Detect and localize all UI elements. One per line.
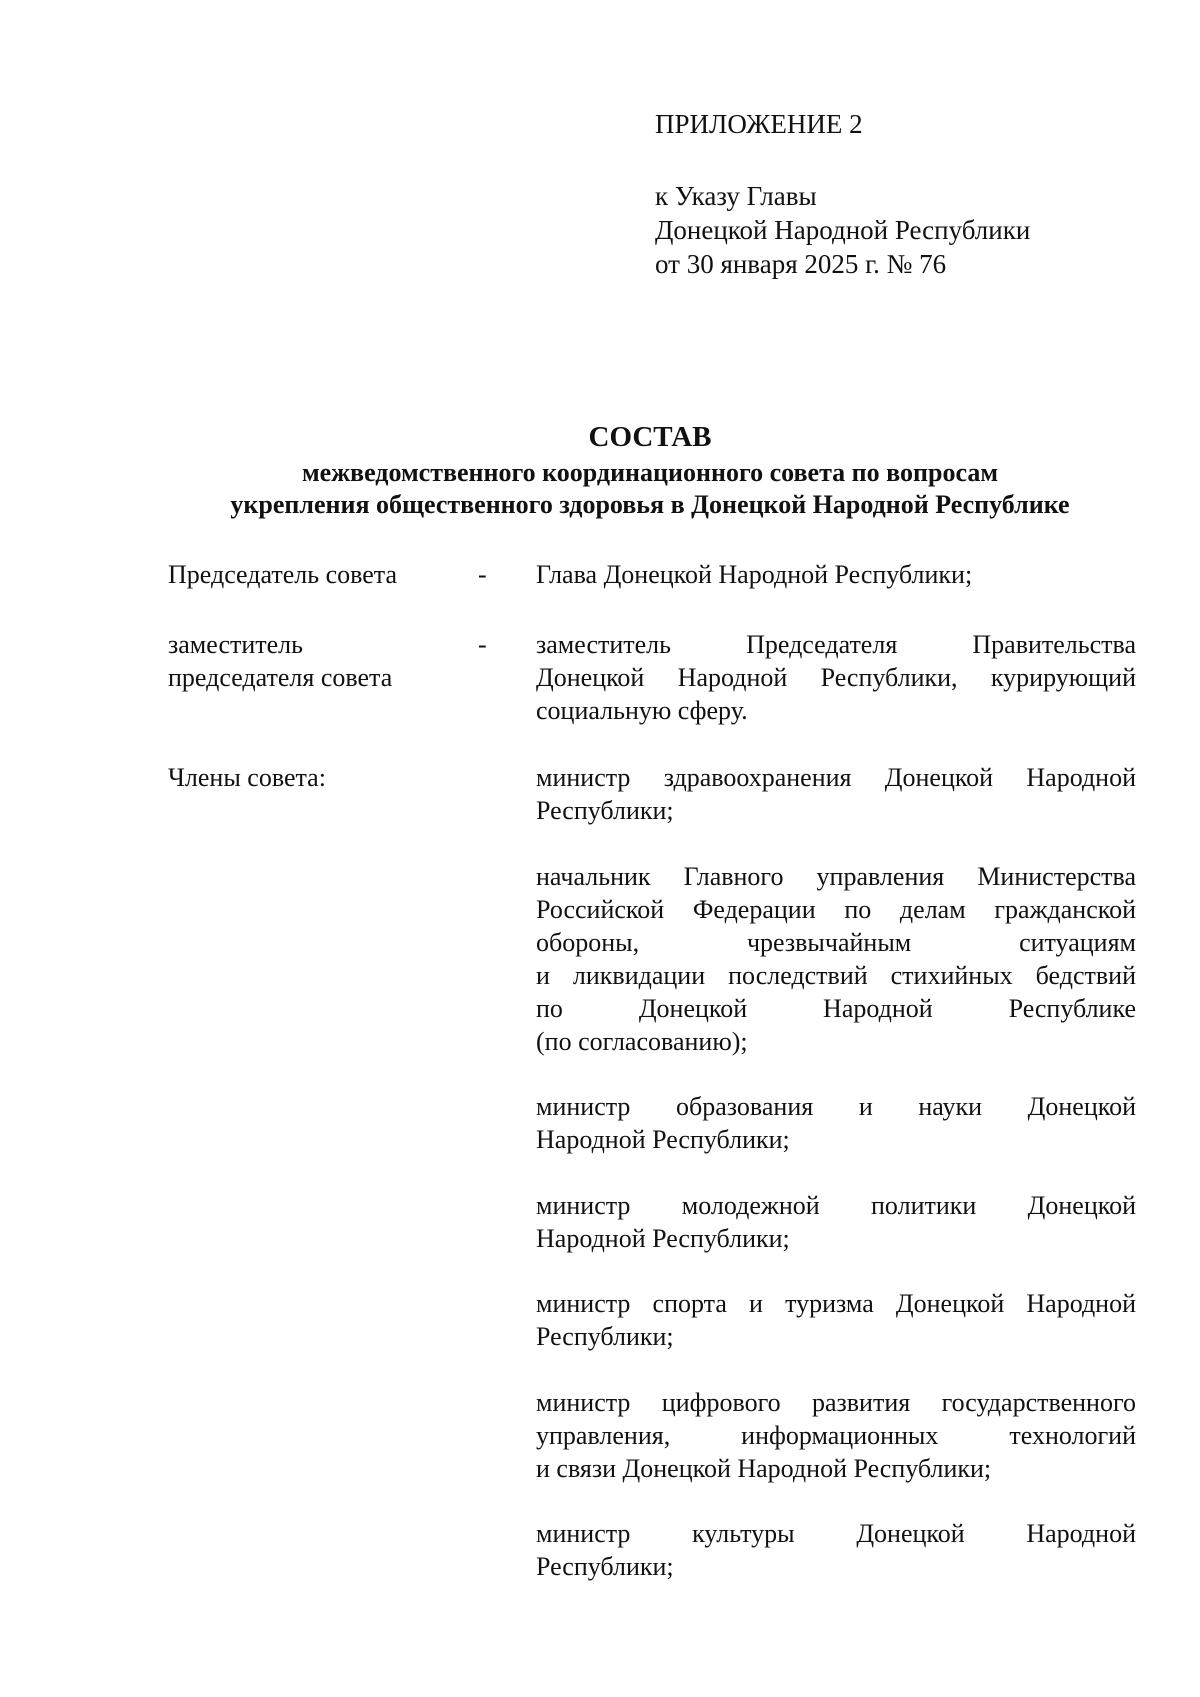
decree-reference (655, 179, 1030, 281)
document-title (150, 417, 1150, 521)
members-label: Члены совета: (168, 763, 326, 792)
value-line: по Донецкой Народной Республике (536, 994, 1136, 1023)
title-main: СОСТАВ (588, 421, 712, 453)
label-line: председателя совета (168, 663, 393, 692)
member-value (536, 1517, 1136, 1583)
value-line: и ликвидации последствий стихийных бедствий (536, 961, 1136, 990)
decree-reference-line: Донецкой Народной Республики (655, 215, 1031, 245)
value-line: министр цифрового развития государственного (536, 1388, 1136, 1417)
value-line: и связи Донецкой Народной Республики; (536, 1454, 992, 1483)
value-line: заместитель Председателя Правительства (536, 630, 1136, 659)
value-line: начальник Главного управления Министерства (536, 862, 1136, 891)
label-line: заместитель (168, 630, 304, 659)
member-value (536, 1090, 1136, 1156)
value-line: министр молодежной политики Донецкой (536, 1191, 1136, 1220)
value-line: министр образования и науки Донецкой (536, 1092, 1136, 1121)
member-value (536, 1287, 1136, 1353)
value-line: управления, информационных технологий (536, 1421, 1136, 1450)
decree-reference-line: к Указу Главы (655, 181, 817, 211)
value-line: Республики; (536, 796, 674, 825)
value-line: министр здравоохранения Донецкой Народной (536, 763, 1136, 792)
chair-value (536, 558, 1136, 591)
value-line: министр спорта и туризма Донецкой Народной (536, 1289, 1136, 1318)
member-value (536, 761, 1136, 827)
member-value (536, 1189, 1136, 1255)
value-line: Глава Донецкой Народной Республики; (536, 560, 973, 589)
value-line: обороны, чрезвычайным ситуациям (536, 928, 1136, 957)
deputy-label (168, 628, 438, 694)
value-line: Народной Республики; (536, 1224, 790, 1253)
value-line: социальную сферу. (536, 696, 748, 725)
chair-dash: - (478, 560, 487, 589)
value-line: Народной Республики; (536, 1125, 790, 1154)
annex-label: ПРИЛОЖЕНИЕ 2 (655, 109, 863, 139)
value-line: Российской Федерации по делам гражданской (536, 895, 1136, 924)
member-value (536, 860, 1136, 1058)
chair-label: Председатель совета (168, 560, 398, 589)
deputy-dash: - (478, 630, 487, 659)
value-line: Донецкой Народной Республики, курирующий (536, 663, 1136, 692)
value-line: (по согласованию); (536, 1027, 748, 1056)
title-line: межведомственного координационного совета по вопросам (301, 458, 999, 487)
decree-reference-line: от 30 января 2025 г. № 76 (655, 249, 947, 279)
deputy-value (536, 628, 1136, 727)
member-value (536, 1386, 1136, 1485)
title-line: укрепления общественного здоровья в Донецкой Народной Республике (230, 490, 1070, 519)
value-line: Республики; (536, 1552, 674, 1581)
value-line: Республики; (536, 1322, 674, 1351)
value-line: министр культуры Донецкой Народной (536, 1519, 1136, 1548)
